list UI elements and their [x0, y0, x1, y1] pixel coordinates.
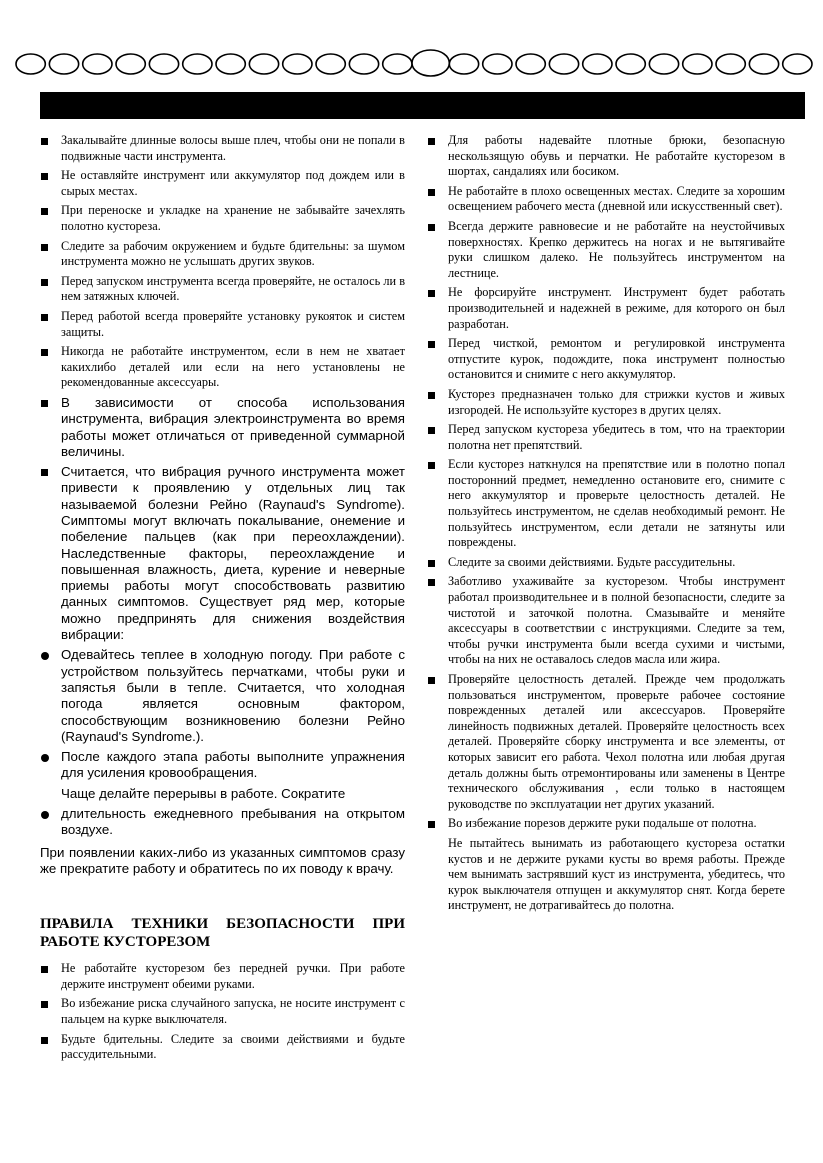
square-bullet-icon [428, 290, 435, 297]
list-item [40, 344, 405, 391]
oval [183, 54, 212, 74]
square-bullet-icon [428, 427, 435, 434]
oval [649, 54, 678, 74]
square-bullet-icon [428, 579, 435, 586]
list-item-text: Закалывайте длинные волосы выше плеч, чтобы они не попали в подвижные части инструмента. [61, 133, 405, 163]
list-item-text: Не работайте кусторезом без передней ручки. При работе держите инструмент обеими руками. [61, 961, 405, 991]
list-item-text: Одевайтесь теплее в холодную погоду. При работе с устройством пользуйтесь перчатками, чтобы руки и запястья были в тепле. Считается, что холодная погода является основным фактором, способствующим возникновению болезни Рейно (Raynaud's Syndrome.). [61, 647, 405, 744]
list-item [40, 786, 405, 802]
oval [283, 54, 312, 74]
list-item-text: Перед запуском кустореза убедитесь в том, что на траектории полотна нет препятствий. [448, 422, 785, 452]
square-bullet-icon [41, 1037, 48, 1044]
square-bullet-icon [41, 173, 48, 180]
list-item-text: Не форсируйте инструмент. Инструмент будет работать производительней и надежней в режиме, для которого он был разработан. [448, 285, 785, 331]
oval [149, 54, 178, 74]
square-bullet-icon [41, 314, 48, 321]
oval [583, 54, 612, 74]
final-paragraph: Не пытайтесь вынимать из работающего кустореза остатки кустов и не держите руками кусты во время работы. Прежде чем вынимать застрявший куст из инструмента, убедитесь, что курок выключателя отпущен и аккумулятор снят. Когда берете инструмент, не дотрагивайтесь до полотна. [448, 835, 785, 913]
closing-paragraph: При появлении каких-либо из указанных симптомов сразу же прекратите работу и обратитесь по их поводу к врачу. [40, 844, 405, 876]
round-bullet-icon [41, 652, 49, 660]
list-item-text: длительность ежедневного пребывания на открытом воздухе. [61, 806, 405, 838]
list-item-text: После каждого этапа работы выполните упражнения для усиления кровообращения. [61, 749, 405, 781]
list-item-text: Кусторез предназначен только для стрижки кустов и живых изгородей. Не используйте кусторез в других целях. [448, 386, 785, 417]
oval [249, 54, 278, 74]
oval [383, 54, 412, 74]
list-item [427, 133, 785, 180]
oval [116, 54, 145, 74]
list-item [427, 184, 785, 215]
square-bullet-icon [41, 469, 48, 476]
oval [316, 54, 345, 74]
list-item-text: Перед запуском инструмента всегда проверяйте, не осталось ли в нем затяжных ключей. [61, 273, 405, 304]
list-item-text: Если кусторез наткнулся на препятствие или в полотно попал посторонний предмет, немедленно остановите его, снимите с него аккумулятор и проверьте целостность деталей. Не пользуйтесь инструментом, не сделав необходимый ремонт. Не пользуйтесь инструментом, если детали не затянуты или повреждены. [448, 457, 785, 550]
list-item [40, 309, 405, 340]
list-item [40, 961, 405, 992]
list-item-text: Следите за своими действиями. Будьте рассудительны. [448, 554, 736, 569]
oval [449, 54, 478, 74]
page-indicator-ovals [14, 49, 814, 77]
list-item [40, 203, 405, 234]
list-item [40, 168, 405, 199]
oval-active [412, 50, 449, 76]
round-bullet-icon [41, 754, 49, 762]
section-header-bar [40, 92, 805, 119]
list-item-text: Для работы надевайте плотные брюки, безопасную нескользящую обувь и перчатки. Не работайте кусторезом в шортах, сандалиях или босиком. [448, 133, 785, 179]
list-item [40, 806, 405, 839]
list-item-text: Считается, что вибрация ручного инструмента может привести к проявлению у отдельных лиц так называемой болезни Рейно (Raynaud's Syndrome). Симптомы могут включать покалывание, онемение и побеление пальцев (как при переохлаждении). Наследственные факторы, переохлаждение и повышенная влажность, диета, курение и неверные приемы работы могут способствовать развитию данных симптомов. Существует ряд мер, которые можно предпринять для снижения воздействия вибрации: [61, 464, 405, 643]
list-item [427, 387, 785, 418]
oval [83, 54, 112, 74]
list-item [427, 555, 785, 571]
square-bullet-icon [428, 392, 435, 399]
square-bullet-icon [428, 341, 435, 348]
list-item [427, 219, 785, 281]
oval [549, 54, 578, 74]
square-bullet-icon [41, 349, 48, 356]
oval [216, 54, 245, 74]
list-item [427, 422, 785, 453]
square-bullet-icon [41, 1001, 48, 1008]
list-item [427, 672, 785, 812]
square-bullet-icon [41, 966, 48, 973]
list-item-text: Всегда держите равновесие и не работайте на неустойчивых поверхностях. Крепко держитесь на ногах и не вытягивайте руки слишком далеко. Не пользуйтесь инструментом на лестнице. [448, 218, 785, 280]
list-item-text: Следите за рабочим окружением и будьте бдительны: за шумом инструмента можно не услышать других звуков. [61, 238, 405, 269]
list-item [427, 285, 785, 332]
list-item-text: В зависимости от способа использования инструмента, вибрация электроинструмента во время работы может отличаться от приведенной суммарной величины. [61, 394, 405, 459]
list-item-text: Во избежание риска случайного запуска, не носите инструмент с пальцем на курке выключателя. [61, 996, 405, 1026]
square-bullet-icon [41, 279, 48, 286]
list-item-text: Заботливо ухаживайте за кусторезом. Чтобы инструмент работал производительнее и в полной безопасности, следите за чистотой и заточкой полотна. Смазывайте и меняйте аксессуары в соответствии с инструкциями. Следите за тем, чтобы ручки инструмента были всегда сухими и чистыми, чтобы на них не оставалось следов масла или жира. [448, 574, 785, 667]
square-bullet-icon [41, 244, 48, 251]
oval [716, 54, 745, 74]
oval [783, 54, 812, 74]
list-item-text: Перед чисткой, ремонтом и регулировкой инструмента отпустите курок, подождите, пока инструмент полностью остановится и снимите с него аккумулятор. [448, 336, 785, 382]
list-item-text: При переноске и укладке на хранение не забывайте зачехлять полотно кустореза. [61, 203, 405, 233]
list-item [40, 464, 405, 643]
oval [483, 54, 512, 74]
list-item [40, 239, 405, 270]
oval [683, 54, 712, 74]
left-column [40, 133, 405, 1067]
list-item-text: Проверяйте целостность деталей. Прежде чем продолжать пользоваться инструментом, проверьте рабочее состояние поврежденных деталей или аксессуаров. Проверяйте линейность подвижных деталей. Проверяйте целостность всех деталей. Проверяйте сборку инструмента и все элементы, от которых зависит его работа. Чехол полотна или любая другая деталь должны быть отремонтированы или заменены в Центре технического обслуживания , если только в настоящем руководстве по эксплуатации нет других указаний. [448, 672, 785, 811]
list-item-text: Будьте бдительны. Следите за своими действиями и будьте рассудительными. [61, 1031, 405, 1062]
oval [16, 54, 45, 74]
right-column [427, 133, 785, 918]
square-bullet-icon [428, 189, 435, 196]
list-item [40, 133, 405, 164]
list-item-text: Не оставляйте инструмент или аккумулятор под дождем или в сырых местах. [61, 168, 405, 198]
square-bullet-icon [428, 821, 435, 828]
square-bullet-icon [41, 138, 48, 145]
square-bullet-icon [428, 138, 435, 145]
list-item [40, 274, 405, 305]
square-bullet-icon [428, 677, 435, 684]
square-bullet-icon [41, 400, 48, 407]
list-item [427, 574, 785, 668]
oval [516, 54, 545, 74]
list-item-text: Никогда не работайте инструментом, если в нем не хватает какихлибо деталей или если на него установлены не рекомендованные аксессуары. [61, 344, 405, 390]
list-item [40, 996, 405, 1027]
oval [749, 54, 778, 74]
list-item-text: Чаще делайте перерывы в работе. Сократите [61, 785, 346, 801]
list-item [40, 647, 405, 745]
list-item [427, 457, 785, 551]
list-item [40, 395, 405, 460]
list-item [427, 336, 785, 383]
square-bullet-icon [41, 208, 48, 215]
oval [349, 54, 378, 74]
list-item-text: Перед работой всегда проверяйте установку рукояток и систем защиты. [61, 308, 405, 339]
list-item [40, 749, 405, 782]
round-bullet-icon [41, 811, 49, 819]
list-item [40, 1032, 405, 1063]
list-item-text: Не работайте в плохо освещенных местах. Следите за хорошим освещением рабочего места (дневной или искусственный свет). [448, 183, 785, 214]
square-bullet-icon [428, 462, 435, 469]
oval [49, 54, 78, 74]
list-item [427, 816, 785, 832]
section-title: ПРАВИЛА ТЕХНИКИ БЕЗОПАСНОСТИ ПРИ РАБОТЕ КУСТОРЕЗОМ [40, 916, 405, 951]
oval [616, 54, 645, 74]
square-bullet-icon [428, 560, 435, 567]
square-bullet-icon [428, 224, 435, 231]
list-item-text: Во избежание порезов держите руки подальше от полотна. [448, 816, 757, 831]
